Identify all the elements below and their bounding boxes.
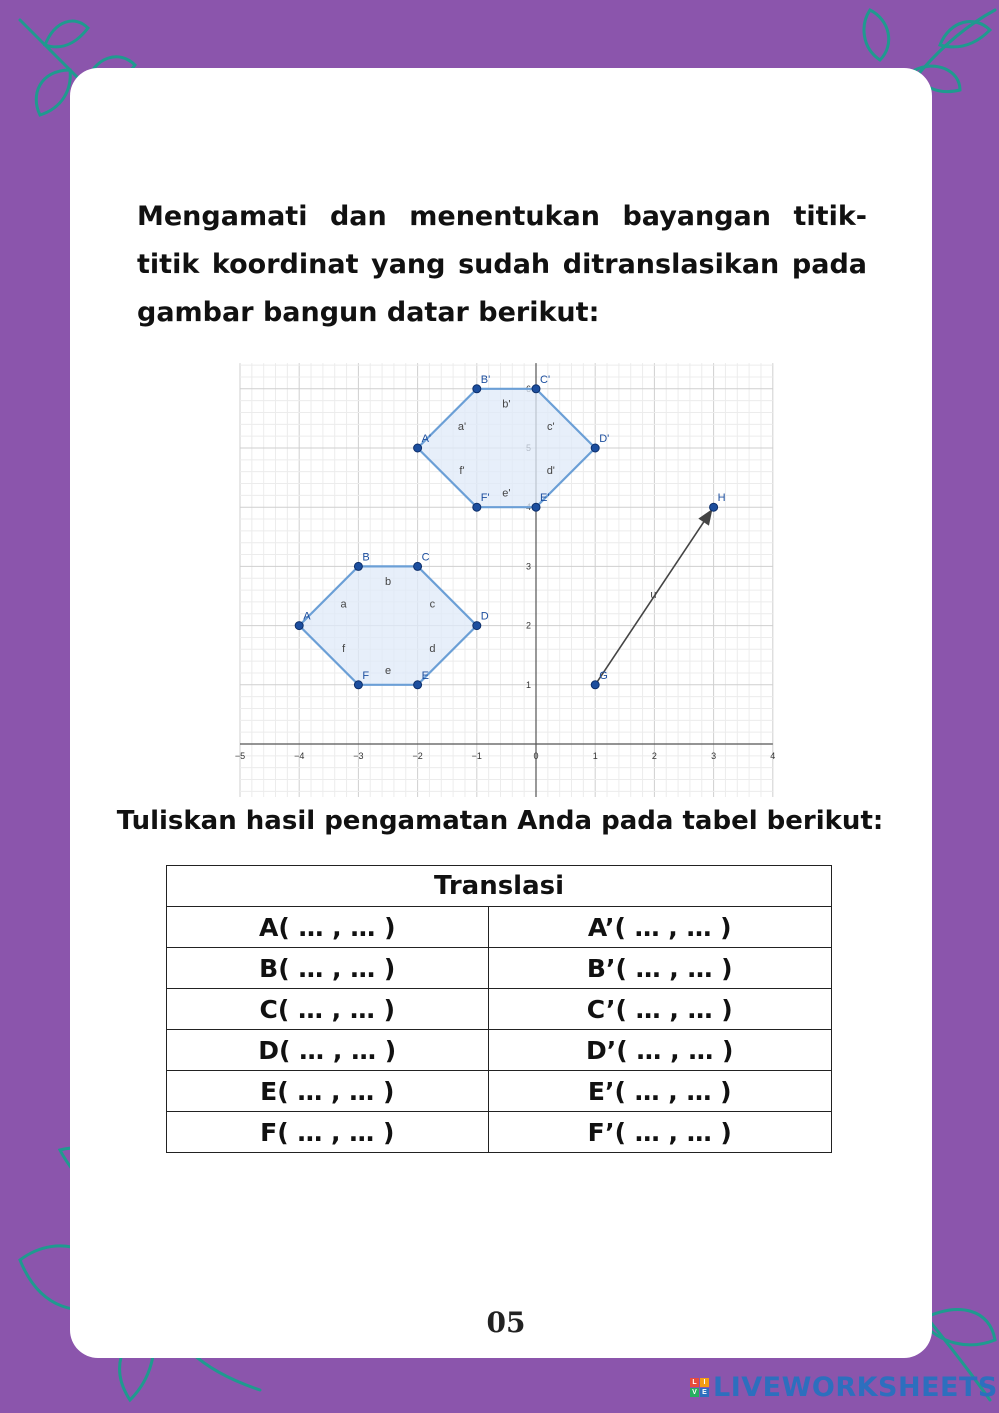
image-point: C’( … , … ) [488,989,832,1030]
point [473,622,481,630]
translation-table [166,865,832,1153]
point [710,503,718,511]
table-row [167,1030,832,1071]
point [532,385,540,393]
coordinate-graph [230,352,775,797]
leaf-icon [36,70,70,115]
point-label: F' [480,492,490,505]
x-tick-label: −5 [234,751,246,761]
table-row [167,1071,832,1112]
original-point: F( … , … ) [167,1112,489,1153]
x-tick-label: 4 [770,751,775,761]
point-label: D [480,610,489,623]
table-instruction: Tuliskan hasil pengamatan Anda pada tabel berikut: [116,806,884,836]
side-label: b [384,576,392,589]
page-number: 05 [486,1306,526,1339]
point-label: B' [480,373,491,386]
original-point: A( … , … ) [167,907,489,948]
point [354,681,362,689]
point-label: F [362,669,370,682]
liveworksheets-logo-icon: L I V E [690,1378,709,1397]
x-tick-label: −1 [471,751,482,761]
side-label: e [384,665,392,677]
x-tick-label: 2 [651,751,657,761]
side-label: c' [546,420,555,433]
point-label: B [362,551,370,564]
original-point: D( … , … ) [167,1030,489,1071]
point [473,385,481,393]
table-row [167,907,832,948]
x-tick-label: 0 [533,751,539,761]
point-label: A [303,610,311,623]
image-point: B’( … , … ) [488,948,832,989]
x-tick-label: 3 [711,751,717,761]
y-tick-label: 2 [525,620,531,631]
table-row [167,989,832,1030]
point-label: C' [540,373,551,386]
brand-footer[interactable] [690,1372,998,1403]
point [591,681,599,689]
point [532,503,540,511]
y-tick-label: 1 [525,679,531,690]
point-label: D' [599,433,610,445]
leaf-icon [45,21,88,47]
image-point: F’( … , … ) [488,1112,832,1153]
x-tick-label: 1 [592,751,598,761]
original-point: E( … , … ) [167,1071,489,1112]
side-label: b' [502,398,511,411]
table-row [167,948,832,989]
point [414,562,422,570]
side-label: d' [546,465,555,478]
side-label: c [429,598,436,611]
point [473,503,481,511]
point [591,444,599,452]
table-row [167,1112,832,1153]
point [414,444,422,452]
point-label: H [717,492,726,505]
point [414,681,422,689]
vector-label: u [650,589,657,601]
table-header: Translasi [167,866,832,907]
leaf-icon [864,10,889,60]
image-point: A’( … , … ) [488,907,832,948]
x-tick-label: −2 [412,751,423,761]
point-label: E' [540,492,550,505]
intro-text: Mengamati dan menentukan bayangan titik-titik koordinat yang sudah ditranslasikan pada gambar bangun datar berikut: [137,201,867,328]
side-label: f [342,642,346,655]
point-label: G [599,669,608,682]
point [354,562,362,570]
x-tick-label: −3 [353,751,364,761]
image-point: E’( … , … ) [488,1071,832,1112]
brand-name: LIVEWORKSHEETS [713,1372,998,1403]
translation-vector [595,510,711,685]
side-label: a' [457,420,467,433]
side-label: a [340,598,347,611]
original-point: C( … , … ) [167,989,489,1030]
side-label: d [429,642,436,655]
hexagons [299,389,595,685]
point-label: E [421,669,429,682]
side-label: e' [502,487,511,500]
image-point: D’( … , … ) [488,1030,832,1071]
point-label: C [421,551,430,564]
y-tick-label: 3 [525,561,531,572]
original-point: B( … , … ) [167,948,489,989]
side-label: f' [459,465,465,478]
point [295,622,303,630]
point-label: A' [421,433,432,445]
x-tick-label: −4 [294,751,305,761]
